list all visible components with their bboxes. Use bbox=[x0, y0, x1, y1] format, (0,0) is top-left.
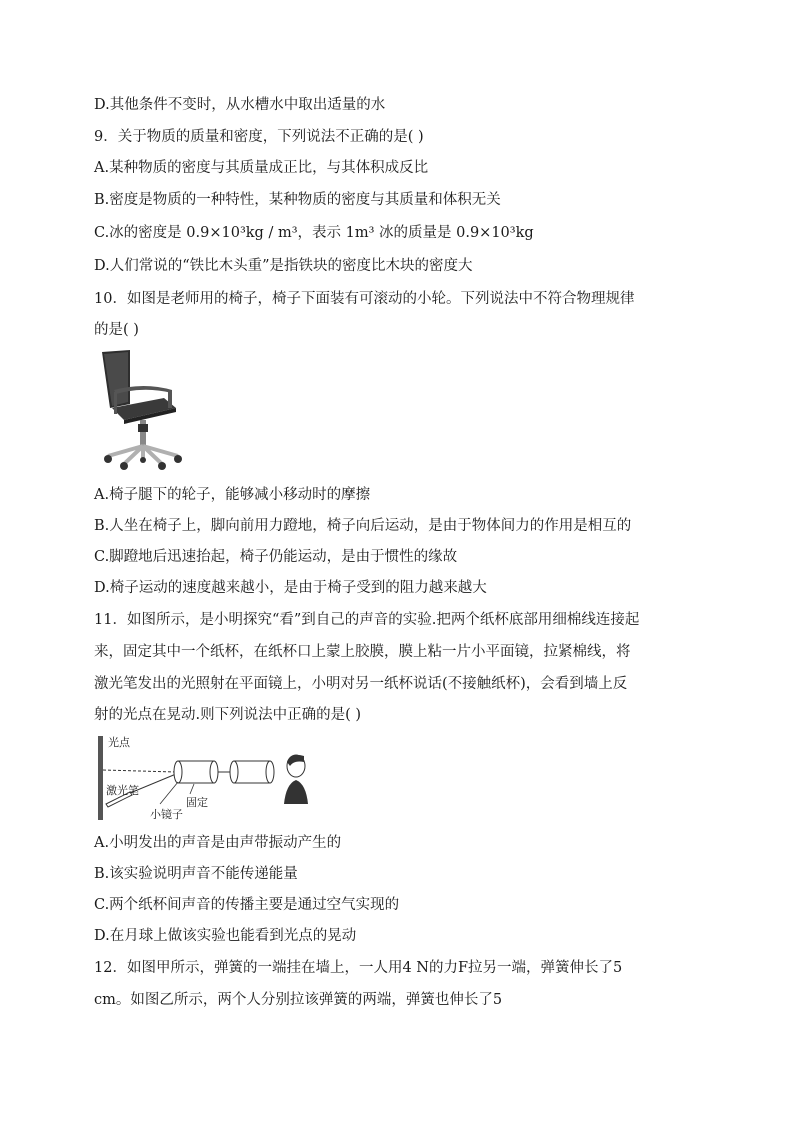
q11-option-a: A.小明发出的声音是由声带振动产生的 bbox=[94, 835, 342, 851]
question-11-cont1: 来，固定其中一个纸杯，在纸杯口上蒙上胶膜，膜上粘一片小平面镜，拉紧棉线，将 bbox=[94, 644, 631, 660]
question-9: 9．关于物质的质量和密度，下列说法不正确的是( ) bbox=[94, 129, 424, 145]
cup-telephone-figure bbox=[94, 732, 324, 824]
q11-option-d: D.在月球上做该实验也能看到光点的晃动 bbox=[94, 928, 357, 944]
question-10-cont: 的是( ) bbox=[94, 322, 139, 338]
question-10: 10．如图是老师用的椅子，椅子下面装有可滚动的小轮。下列说法中不符合物理规律 bbox=[94, 291, 635, 307]
option-d-prev: D.其他条件不变时，从水槽水中取出适量的水 bbox=[94, 97, 386, 113]
label-fixed: 固定 bbox=[186, 796, 208, 809]
q10-option-d: D.椅子运动的速度越来越小，是由于椅子受到的阻力越来越大 bbox=[94, 580, 487, 596]
question-11-cont2: 激光笔发出的光照射在平面镜上，小明对另一纸杯说话(不接触纸杯)，会看到墙上反 bbox=[94, 676, 628, 692]
q9-option-c: C.冰的密度是 0.9×10³kg / m³，表示 1m³ 冰的质量是 0.9×10³kg bbox=[94, 225, 534, 241]
label-laser-pen: 激光笔 bbox=[106, 784, 139, 797]
q10-option-b: B.人坐在椅子上，脚向前用力蹬地，椅子向后运动，是由于物体间力的作用是相互的 bbox=[94, 518, 632, 534]
question-12: 12．如图甲所示，弹簧的一端挂在墙上，一人用4 N的力F拉另一端，弹簧伸长了5 bbox=[94, 960, 623, 976]
q10-option-c: C.脚蹬地后迅速抬起，椅子仍能运动，是由于惯性的缘故 bbox=[94, 549, 458, 565]
office-chair-figure bbox=[94, 346, 184, 470]
q9-option-d: D.人们常说的“铁比木头重”是指铁块的密度比木块的密度大 bbox=[94, 258, 473, 274]
q11-option-b: B.该实验说明声音不能传递能量 bbox=[94, 866, 298, 882]
question-11: 11．如图所示，是小明探究“看”到自己的声音的实验.把两个纸杯底部用细棉线连接起 bbox=[94, 612, 640, 628]
q9-option-a: A.某种物质的密度与其质量成正比，与其体积成反比 bbox=[94, 160, 429, 176]
label-light-spot: 光点 bbox=[108, 736, 130, 749]
q11-option-c: C.两个纸杯间声音的传播主要是通过空气实现的 bbox=[94, 897, 400, 913]
q9-option-b: B.密度是物质的一种特性，某种物质的密度与其质量和体积无关 bbox=[94, 192, 501, 208]
q10-option-a: A.椅子腿下的轮子，能够减小移动时的摩擦 bbox=[94, 487, 371, 503]
label-small-mirror: 小镜子 bbox=[150, 808, 183, 821]
question-12-cont: cm。如图乙所示，两个人分别拉该弹簧的两端，弹簧也伸长了5 bbox=[94, 992, 503, 1008]
question-11-cont3: 射的光点在晃动.则下列说法中正确的是( ) bbox=[94, 707, 362, 723]
